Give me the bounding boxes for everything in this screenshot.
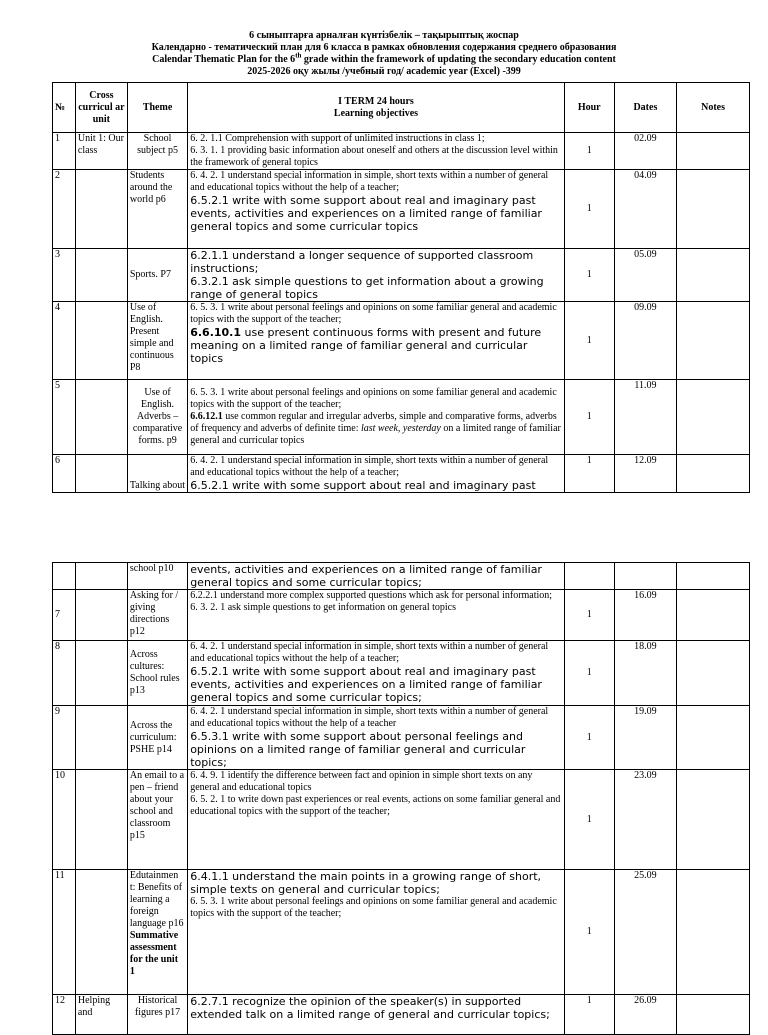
document-header [0,30,768,78]
table-row: 10 An email to a pen – friend about your school and classroom p15 6. 4. 9. 1 identify the difference between fact and opinion in simple short texts on any general and educational topics 6. 5. 2. 1 to write down past experiences or real events, actions on some familiar general and educational topics with the support of the teacher; 1 23.09 [53,770,750,870]
table-row: 1 Unit 1: Our class School subject p5 6. 2. 1.1 Comprehension with support of unlimited instructions in class 1; 6. 3. 1. 1 providing basic information about oneself and others at the discussion level within the framework of general topics 1 02.09 [53,133,750,170]
table-row: 7 Asking for / giving directions p12 6.2.2.1 understand more complex supported questions which ask for personal information; 6. 3. 2. 1 ask simple questions to get information on general topics 1 16.09 [53,590,750,641]
table-row: 3 Sports. P7 6.2.1.1 understand a longer sequence of supported classroom instructions; 6.3.2.1 ask simple questions to get information about a growing range of general topics 1 05.09 [53,249,750,302]
col-objectives: I TERM 24 hours Learning objectives [188,83,565,133]
col-dates: Dates [614,83,676,133]
table-row: 5 Use of English. Adverbs – comparative forms. p9 6. 5. 3. 1 write about personal feelings and opinions on some familiar general and academic topics with the support of the teacher; 6.6.12.1 use common regular and irregular adverbs, simple and comparative forms, adverbs of frequency and adverbs of definite time: last week, yesterday on a limited range of familiar general and curricular topics 1 11.09 [53,380,750,455]
col-cross: Cross curricul ar unit [75,83,127,133]
table-row: 4 Use of English. Present simple and continuous P8 6. 5. 3. 1 write about personal feelings and opinions on some familiar general and academic topics with the support of the teacher; 6.6.10.1 use present continuous forms with present and future meaning on a limited range of familiar general and curricular topics 1 09.09 [53,302,750,380]
table-row: 12 Helping and Historical figures p17 6.2.7.1 recognize the opinion of the speaker(s) in supported extended talk on a limited range of general and curricular topics; 1 26.09 [53,995,750,1035]
title-kazakh: 6 сыныптарға арналған күнтізбелік – тақырыптық жоспар [249,30,519,41]
academic-year: 2025-2026 оқу жылы /учебный год/ academic year (Excel) -399 [247,66,521,77]
plan-table-page-1 [52,82,750,493]
table-row: 6 Talking about 6. 4. 2. 1 understand special information in simple, short texts within a number of general and educational topics without the help of a teacher; 6.5.2.1 write with some support about real and imaginary past 1 12.09 [53,455,750,493]
table-row: 8 Across cultures: School rules p13 6. 4. 2. 1 understand special information in simple, short texts within a number of general and educational topics without the help of a teacher; 6.5.2.1 write with some support about real and imaginary past events, activities and experiences on a limited range of familiar general topics and some curricular topics; 1 18.09 [53,641,750,706]
col-theme: Theme [127,83,187,133]
col-num: № [53,83,76,133]
header-row [53,83,750,133]
table-row: 11 Edutainmen t: Benefits of learning a foreign language p16 Summative assessment for the unit 1 6.4.1.1 understand the main points in a growing range of short, simple texts on general and curricular topics; 6. 5. 3. 1 write about personal feelings and opinions on some familiar general and academic topics with the support of the teacher; 1 25.09 [53,870,750,995]
table-row: 2 Students around the world p6 6. 4. 2. 1 understand special information in simple, short texts within a number of general and educational topics without the help of a teacher; 6.5.2.1 write with some support about real and imaginary past events, activities and experiences on a limited range of familiar general topics and some curricular topics 1 04.09 [53,170,750,249]
table-row: 9 Across the curriculum: PSHE p14 6. 4. 2. 1 understand special information in simple, short texts within a number of general and educational topics without the help of a teacher 6.5.3.1 write with some support about personal feelings and opinions on a limited range of familiar general and curricular topics; 1 19.09 [53,706,750,770]
plan-table-page-2 [52,562,750,1035]
table-row: school p10 events, activities and experiences on a limited range of familiar general topics and some curricular topics; [53,563,750,590]
col-hour: Hour [564,83,614,133]
col-notes: Notes [677,83,750,133]
title-russian: Календарно - тематический план для 6 класса в рамках обновления содержания среднего образования [151,42,617,53]
title-english: Calendar Thematic Plan for the 6th grade within the framework of updating the secondary education content [152,51,616,65]
summative-assessment-label: Summative assessment for the unit 1 [129,930,179,977]
